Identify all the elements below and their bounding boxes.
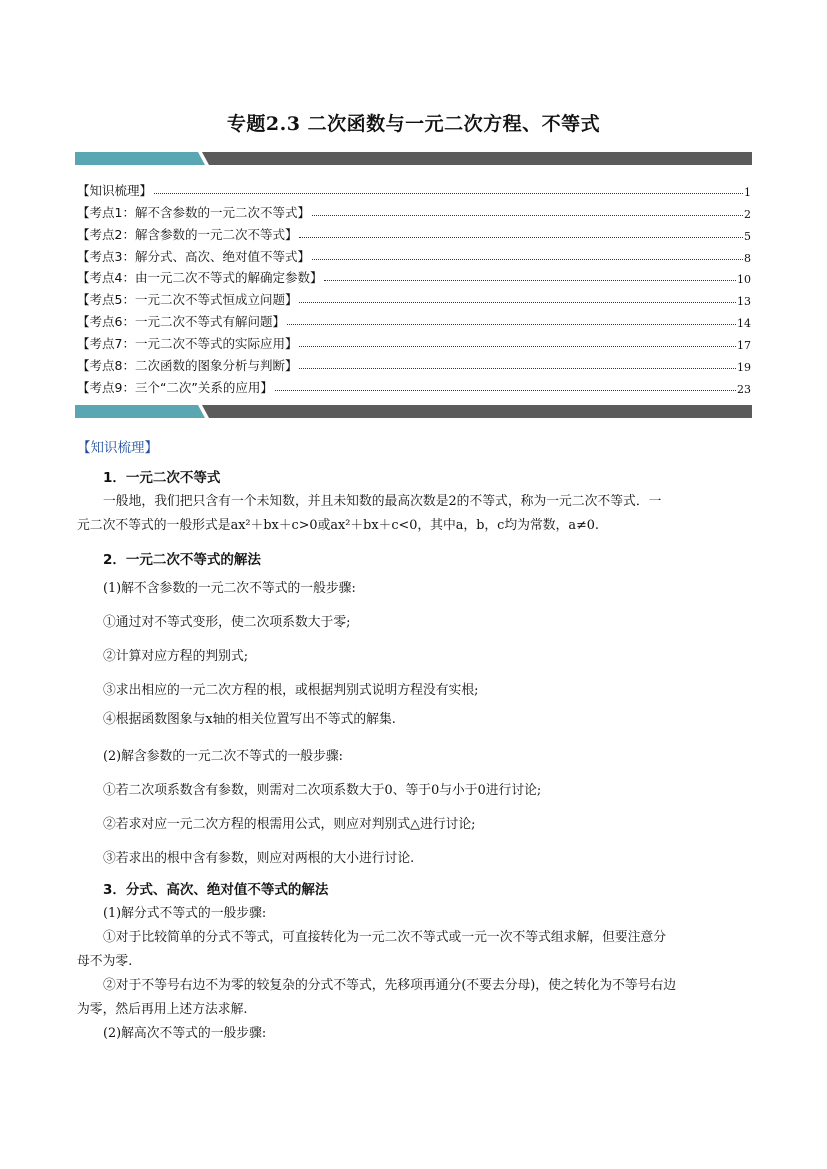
toc-leader-dots [299,346,736,347]
toc-entry[interactable] [77,374,751,396]
section-heading: 【知识梳理】 [77,440,158,456]
toc-label: 【考点3：解分式、高次、绝对值不等式】 [77,248,310,264]
step-item: ①通过对不等式变形，使二次项系数大于零; [103,615,351,630]
toc-page-number: 23 [737,382,751,396]
step-item: ②计算对应方程的判别式; [103,649,249,664]
step-item: ③若求出的根中含有参数，则应对两根的大小进行讨论. [103,851,415,866]
toc-page-number: 8 [744,251,751,265]
toc-label: 【考点5：一元二次不等式恒成立问题】 [77,292,298,308]
toc-label: 【知识梳理】 [77,182,153,198]
toc-leader-dots [299,368,736,369]
toc-entry[interactable] [77,352,751,374]
toc-entry[interactable] [77,330,751,352]
step-item-continued: 为零，然后再用上述方法求解. [77,1002,248,1017]
page-title: 专题2.3 二次函数与一元二次方程、不等式 [226,113,601,135]
subsection-title: 2．一元二次不等式的解法 [103,552,261,568]
toc-label: 【考点1：解不含参数的一元二次不等式】 [77,204,310,220]
subsection-title: 3．分式、高次、绝对值不等式的解法 [103,882,329,898]
paragraph: (2)解高次不等式的一般步骤: [103,1026,267,1041]
paragraph: (2)解含参数的一元二次不等式的一般步骤: [103,749,343,764]
toc-label: 【考点2：解含参数的一元二次不等式】 [77,226,298,242]
toc-label: 【考点9：三个“二次”关系的应用】 [77,379,273,395]
paragraph: 一般地，我们把只含有一个未知数，并且未知数的最高次数是2的不等式，称为一元二次不等式．一 [103,494,662,509]
toc-page-number: 5 [744,229,751,243]
paragraph: (1)解分式不等式的一般步骤: [103,906,267,921]
bottom-decorative-band [75,405,752,418]
toc-leader-dots [324,280,736,281]
toc-page-number: 10 [737,273,751,287]
top-decorative-band [75,152,752,165]
toc-label: 【考点7：一元二次不等式的实际应用】 [77,336,298,352]
toc-entry[interactable] [77,199,751,221]
paragraph: 元二次不等式的一般形式是ax²＋bx＋c>0或ax²＋bx＋c<0，其中a，b，c均为常数，a≠0. [77,518,599,533]
toc-label: 【考点8：二次函数的图象分析与判断】 [77,358,298,374]
toc-page-number: 17 [737,339,751,353]
paragraph: (1)解不含参数的一元二次不等式的一般步骤: [103,581,356,596]
step-item: ②若求对应一元二次方程的根需用公式，则应对判别式△进行讨论; [103,817,476,832]
toc-entry[interactable] [77,265,751,287]
table-of-contents [77,177,751,396]
step-item: ②对于不等号右边不为零的较复杂的分式不等式，先移项再通分(不要去分母)，使之转化为不等号右边 [103,978,677,993]
knowledge-section [77,436,753,1046]
toc-label: 【考点6：一元二次不等式有解问题】 [77,314,285,330]
toc-leader-dots [287,324,736,325]
toc-page-number: 13 [737,295,751,309]
subsection-title: 1．一元二次不等式 [103,470,221,486]
toc-label: 【考点4：由一元二次不等式的解确定参数】 [77,270,323,286]
toc-entry[interactable] [77,286,751,308]
toc-page-number: 14 [737,317,751,331]
toc-leader-dots [275,390,736,391]
toc-leader-dots [299,302,736,303]
step-item-continued: 母不为零. [77,954,133,969]
toc-page-number: 1 [744,185,751,199]
step-item: ③求出相应的一元二次方程的根，或根据判别式说明方程没有实根; [103,683,479,698]
toc-leader-dots [312,259,743,260]
toc-page-number: 2 [744,207,751,221]
toc-leader-dots [154,193,743,194]
toc-entry[interactable] [77,243,751,265]
step-item: ①对于比较简单的分式不等式，可直接转化为一元二次不等式或一元一次不等式组求解，但要注意分 [103,930,667,945]
toc-entry[interactable] [77,221,751,243]
toc-leader-dots [299,237,743,238]
toc-page-number: 19 [737,361,751,375]
toc-entry[interactable] [77,308,751,330]
toc-entry[interactable] [77,177,751,199]
step-item: ④根据函数图象与x轴的相关位置写出不等式的解集. [103,712,396,727]
toc-leader-dots [312,215,743,216]
step-item: ①若二次项系数含有参数，则需对二次项系数大于0、等于0与小于0进行讨论; [103,783,542,798]
